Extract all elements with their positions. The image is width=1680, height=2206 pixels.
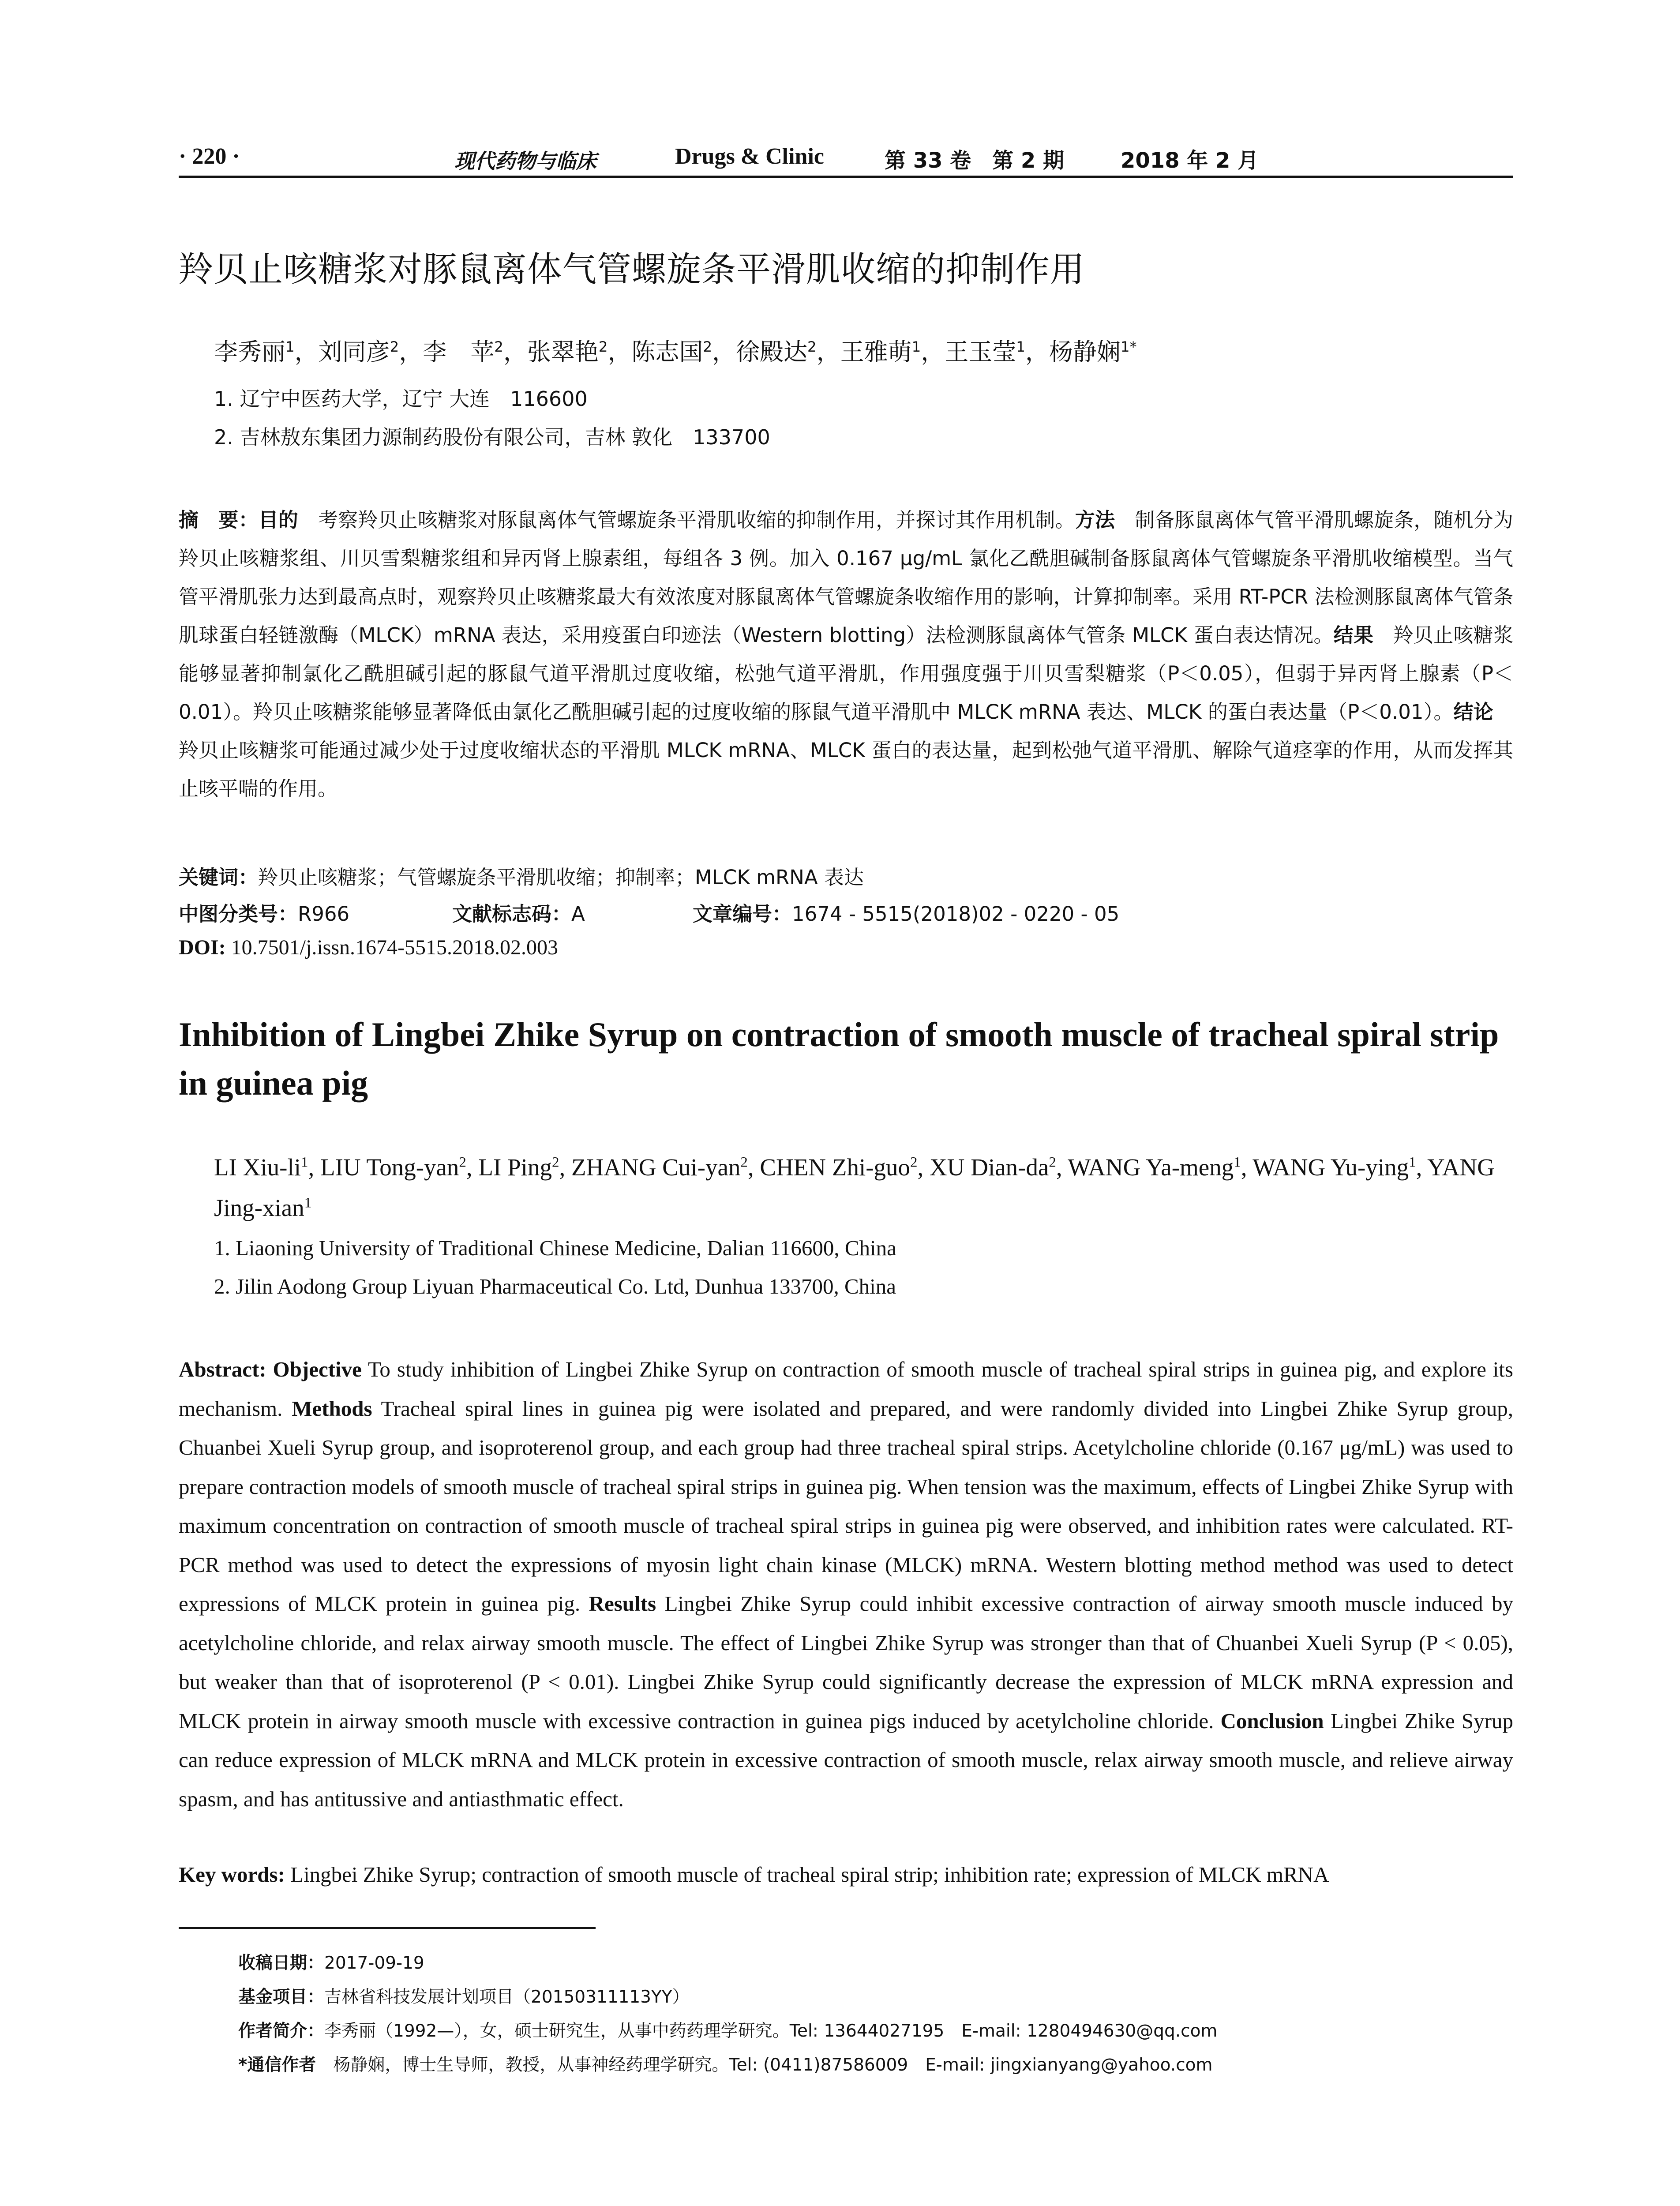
classification-row xyxy=(179,898,1119,927)
author-zh: 王玉莹 xyxy=(945,338,1016,366)
author-sup: 2 xyxy=(390,338,399,355)
conclusion-text-zh: 羚贝止咳糖浆可能通过减少处于过度收缩状态的平滑肌 MLCK mRNA、MLCK 蛋白的表达量，起到松弛气道平滑肌、解除气道痉挛的作用，从而发挥其止咳平喘的作用。 xyxy=(179,700,1513,800)
author-bio-text: 李秀丽（1992—），女，硕士研究生，从事中药药理学研究。Tel: 13644027195 E-mail: 1280494630@qq.com xyxy=(324,2021,1218,2041)
objective-label-en: Objective xyxy=(273,1357,362,1381)
author-sup: 2 xyxy=(598,338,608,355)
author-zh: 张翠艳 xyxy=(527,338,599,366)
author-en: WANG Ya-meng xyxy=(1068,1154,1234,1181)
author-sup: 2 xyxy=(551,1154,559,1171)
keywords-zh xyxy=(179,861,864,890)
footnote-rule xyxy=(179,1927,596,1929)
corresponding-label: *通信作者 xyxy=(238,2055,316,2075)
author-sup: 2 xyxy=(807,338,817,355)
affiliation-en-2: 2. Jilin Aodong Group Liyuan Pharmaceutical Co. Ltd, Dunhua 133700, China xyxy=(214,1274,896,1298)
author-sup: 2 xyxy=(494,338,503,355)
keywords-label-zh: 关键词： xyxy=(179,866,259,889)
author-sup: 1 xyxy=(1409,1154,1416,1171)
author-zh: 王雅萌 xyxy=(840,338,912,366)
keywords-en xyxy=(179,1862,1513,1887)
author-en: LI Xiu-li xyxy=(214,1154,301,1181)
objective-label-zh: 目的 xyxy=(258,508,298,532)
keywords-text-en: Lingbei Zhike Syrup; contraction of smooth muscle of tracheal spiral strip; inhibition rate; expression of MLCK mRNA xyxy=(285,1862,1329,1887)
author-sup: 2 xyxy=(459,1154,466,1171)
keywords-label-en: Key words: xyxy=(179,1862,285,1887)
author-zh: 李秀丽 xyxy=(214,338,285,366)
author-sup: 1 xyxy=(285,338,295,355)
author-zh: 徐殿达 xyxy=(736,338,808,366)
fund-text: 吉林省科技发展计划项目（20150311113YY） xyxy=(324,1987,690,2007)
affiliation-en-1: 1. Liaoning University of Traditional Chinese Medicine, Dalian 116600, China xyxy=(214,1236,896,1260)
doc-code-label: 文献标志码： xyxy=(452,902,572,926)
title-zh: 羚贝止咳糖浆对豚鼠离体气管螺旋条平滑肌收缩的抑制作用 xyxy=(179,250,1085,289)
author-zh: 陈志国 xyxy=(631,338,703,366)
abstract-zh xyxy=(179,501,1513,808)
class-value: R966 xyxy=(298,902,350,926)
author-sup: 1 xyxy=(911,338,921,355)
received-date: 2017-09-19 xyxy=(324,1953,424,1973)
abstract-en xyxy=(179,1350,1513,1819)
title-en: Inhibition of Lingbei Zhike Syrup on contraction of smooth muscle of tracheal spiral strip in guinea pig xyxy=(179,1015,1499,1102)
conclusion-text-en: Lingbei Zhike Syrup can reduce expression of MLCK mRNA and MLCK protein in excessive contraction of smooth muscle, relax airway smooth muscle, and relieve airway spasm, and has antitussive and antiasthmatic effect. xyxy=(179,1708,1513,1811)
keywords-text-zh: 羚贝止咳糖浆；气管螺旋条平滑肌收缩；抑制率；MLCK mRNA 表达 xyxy=(258,866,864,889)
footnote-fund xyxy=(238,1983,690,2008)
results-label-zh: 结果 xyxy=(1333,623,1374,647)
methods-text-zh: 制备豚鼠离体气管平滑肌螺旋条，随机分为羚贝止咳糖浆组、川贝雪梨糖浆组和异丙肾上腺素组，每组各 3 例。加入 0.167 μg/mL 氯化乙酰胆碱制备豚鼠离体气管螺旋条平滑肌收缩模型。当气管平滑肌张力达到最高点时，观察羚贝止咳糖浆最大有效浓度对豚鼠离体气管螺旋条收缩作用的影响，计算抑制率。采用 RT-PCR 法检测豚鼠离体气管条肌球蛋白轻链激酶（MLCK）mRNA 表达，采用疫蛋白印迹法（Western blotting）法检测豚鼠离体气管条 MLCK 蛋白表达情况。 xyxy=(179,508,1513,647)
results-text-en: Lingbei Zhike Syrup could inhibit excessive contraction of airway smooth muscle induced by acetylcholine chloride, and relax airway smooth muscle. The effect of Lingbei Zhike Syrup was stronger than that of Chuanbei Xueli Syrup (P < 0.05), but weaker than that of isoproterenol (P < 0.01). Lingbei Zhike Syrup could significantly decrease the expression of MLCK mRNA expression and MLCK protein in airway smooth muscle with excessive contraction in guinea pigs induced by acetylcholine chloride. xyxy=(179,1591,1513,1733)
author-sup: 2 xyxy=(910,1154,918,1171)
fund-label: 基金项目： xyxy=(238,1987,325,2007)
author-bio-label: 作者简介： xyxy=(238,2021,325,2041)
author-sup: 1 xyxy=(1016,338,1025,355)
methods-label-zh: 方法 xyxy=(1075,508,1115,532)
methods-text-en: Tracheal spiral lines in guinea pig were isolated and prepared, and were randomly divided into Lingbei Zhike Syrup group, Chuanbei Xueli Syrup group, and isoproterenol group, and each group had three tracheal spiral strips. Acetylcholine chloride (0.167 μg/mL) was used to prepare contraction models of smooth muscle of tracheal spiral strips in guinea pig. When tension was the maximum, effects of Lingbei Zhike Syrup with maximum concentration on contraction of smooth muscle of tracheal spiral strips in guinea pig were observed, and inhibition rates were calculated. RT-PCR method was used to detect the expressions of myosin light chain kinase (MLCK) mRNA. Western blotting method method was used to detect expressions of MLCK protein in guinea pig. xyxy=(179,1396,1514,1616)
results-text-zh: 羚贝止咳糖浆能够显著抑制氯化乙酰胆碱引起的豚鼠气道平滑肌过度收缩，松弛气道平滑肌，作用强度强于川贝雪梨糖浆（P＜0.05），但弱于异丙肾上腺素（P＜0.01）。羚贝止咳糖浆能够显著降低由氯化乙酰胆碱引起的过度收缩的豚鼠气道平滑肌中 MLCK mRNA 表达、MLCK 的蛋白表达量（P＜0.01）。 xyxy=(179,623,1513,724)
affiliation-zh-1: 1. 辽宁中医药大学，辽宁 大连 116600 xyxy=(214,387,588,411)
header-rule xyxy=(179,176,1513,178)
author-zh: 李 苹 xyxy=(423,338,495,366)
author-sup: 1* xyxy=(1120,338,1137,355)
objective-text-zh: 考察羚贝止咳糖浆对豚鼠离体气管螺旋条平滑肌收缩的抑制作用，并探讨其作用机制。 xyxy=(298,508,1075,532)
article-page xyxy=(179,0,1513,2206)
authors-en: LI Xiu-$li^1$, LIU Tong-yan$^2$, LI Ping$^2$, ZHANG Cui-yan$^2$, CHEN Zhi-guo$^2$, XU Dian-$da^2$, WANG Ya-meng$^1$, WANG Yu-ying$^1$, YANG Jing-xian$^1$ xyxy=(214,1154,1495,1221)
doc-code-value: A xyxy=(571,902,585,926)
abstract-label-en: Abstract: xyxy=(179,1357,273,1381)
footnote-received xyxy=(238,1949,424,1974)
journal-name-zh: 现代药物与临床 xyxy=(454,149,596,173)
author-en: YANG Jing-xian xyxy=(214,1154,1495,1221)
authors-zh: 李秀丽$^1$，刘同彦$^2$，李 苹$^2$，张翠艳$^2$，陈志国$^2$，徐殿达$^2$，王雅萌$^1$，王玉莹$^1$，杨静娴$^{1*}$ xyxy=(214,338,1137,366)
author-sup: 2 xyxy=(740,1154,748,1171)
running-header xyxy=(179,143,1513,179)
issue-date: 2018 年 2 月 xyxy=(1121,148,1259,173)
author-en: CHEN Zhi-guo xyxy=(760,1154,911,1181)
author-en: ZHANG Cui-yan xyxy=(571,1154,741,1181)
page-number: · 220 · xyxy=(179,144,240,169)
received-label: 收稿日期： xyxy=(238,1953,325,1973)
author-en: LI Ping xyxy=(478,1154,552,1181)
objective-text-en: To study inhibition of Lingbei Zhike Syrup on contraction of smooth muscle of tracheal spiral strips in guinea pig, and explore its mechanism. xyxy=(179,1357,1513,1421)
methods-label-en: Methods xyxy=(292,1396,372,1421)
results-label-en: Results xyxy=(589,1591,656,1616)
doi-row xyxy=(179,935,558,960)
journal-name-en: Drugs & Clinic xyxy=(675,144,824,169)
author-sup: 1 xyxy=(1234,1154,1241,1171)
author-en: XU Dian-da xyxy=(930,1154,1049,1181)
author-sup: 2 xyxy=(703,338,712,355)
doi-value[interactable]: 10.7501/j.issn.1674-5515.2018.02.003 xyxy=(225,936,559,959)
doi-label: DOI: xyxy=(179,936,226,959)
author-en: WANG Yu-ying xyxy=(1252,1154,1409,1181)
corresponding-text: 杨静娴，博士生导师，教授，从事神经药理学研究。Tel: (0411)87586009 E-mail: jingxianyang@yahoo.com xyxy=(316,2055,1213,2075)
footnote-author xyxy=(238,2017,1217,2042)
author-zh: 刘同彦 xyxy=(318,338,390,366)
conclusion-label-en: Conclusion xyxy=(1220,1708,1324,1733)
footnote-corresponding xyxy=(238,2051,1213,2076)
class-label: 中图分类号： xyxy=(179,902,298,926)
author-en: LIU Tong-yan xyxy=(320,1154,459,1181)
abstract-label-zh: 摘 要： xyxy=(179,508,259,532)
conclusion-label-zh: 结论 xyxy=(1453,700,1493,724)
author-sup: 2 xyxy=(1049,1154,1056,1171)
volume-issue: 第 33 卷 第 2 期 xyxy=(885,148,1065,173)
article-no-label: 文章编号： xyxy=(693,902,792,926)
affiliation-zh-2: 2. 吉林敖东集团力源制药股份有限公司，吉林 敦化 133700 xyxy=(214,425,770,449)
author-sup: 1 xyxy=(301,1154,308,1171)
article-no-value: 1674 - 5515(2018)02 - 0220 - 05 xyxy=(792,902,1120,926)
author-sup: 1 xyxy=(304,1195,312,1211)
author-zh: 杨静娴 xyxy=(1049,338,1121,366)
